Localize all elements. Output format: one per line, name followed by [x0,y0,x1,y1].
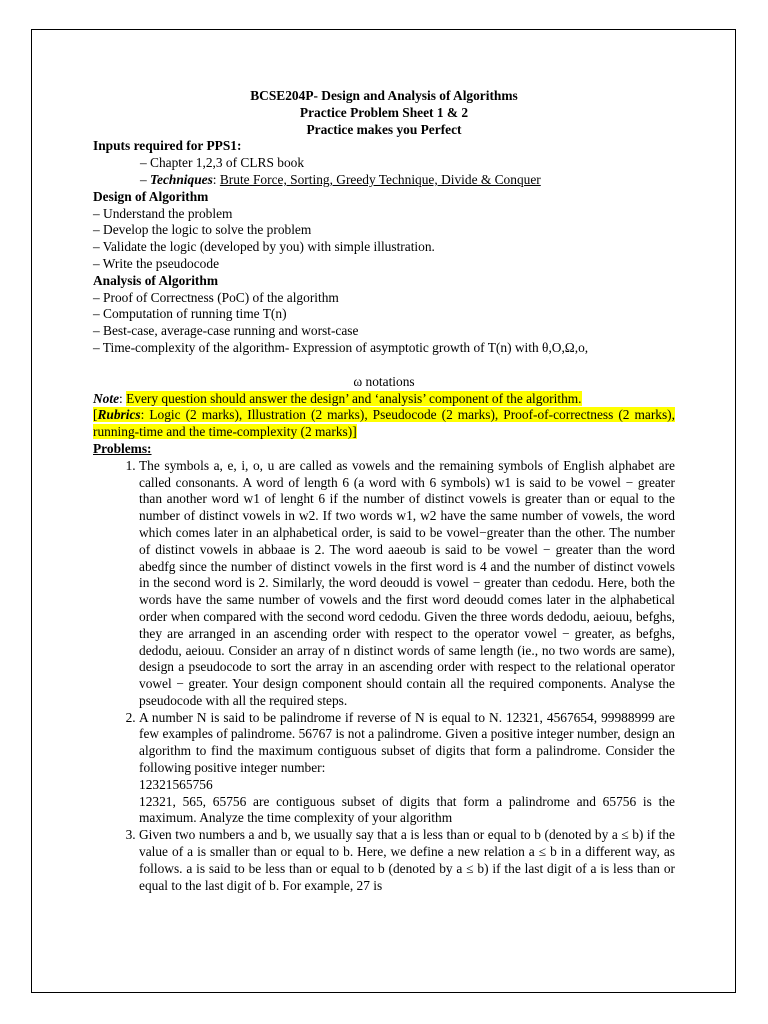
problem-2-after: 12321, 565, 65756 are contiguous subset of digits that form a palindrome and 65756 is the maximum. Analyze the time complexity of your algorithm [139,793,675,826]
inputs-heading: Inputs required for PPS1: [93,138,242,154]
techniques-label: Techniques [150,171,213,187]
problem-item-3 [139,827,675,894]
analysis-item: – Time-complexity of the algorithm- Expression of asymptotic growth of T(n) with θ,O,Ω,o, [93,339,589,355]
note-label: Note [93,390,120,406]
course-title: BCSE204P- Design and Analysis of Algorithms [250,88,518,103]
rubrics-text: : Logic (2 marks), Illustration (2 marks), Pseudocode (2 marks), Proof-of-correctness (2 marks), running-time and the time-complexity (2 marks)] [93,407,675,440]
document-body [93,88,675,894]
techniques-dash: – [140,171,151,187]
problem-item-2 [139,710,675,828]
rubrics-label: Rubrics [97,407,141,423]
inputs-chapter: – Chapter 1,2,3 of CLRS book [140,155,305,171]
design-heading: Design of Algorithm [93,188,209,204]
rubrics-open: [ [93,407,98,423]
analysis-item: – Best-case, average-case running and worst-case [93,323,359,339]
notations-line: ω notations [353,373,415,389]
techniques-colon: : [212,171,220,187]
problem-2-number: 12321565756 [139,776,213,792]
problems-list [93,458,675,895]
design-item: – Understand the problem [93,205,233,221]
problem-3-text: Given two numbers a and b, we usually say that a is less than or equal to b (denoted by a ≤ b) if the value of a is smaller than or equal to b. Here, we define a new relation a ≤ b in a different way, as follows. a is said to be less than or equal to b (denoted by a ≤ b) if the last digit of a is less than or equal to the last digit of b. For example, 27 is [139,827,675,893]
techniques-list: Brute Force, Sorting, Greedy Technique, Divide & Conquer [219,171,541,187]
analysis-item: – Proof of Correctness (PoC) of the algorithm [93,289,339,305]
note-colon: : [119,390,127,406]
problems-heading: Problems: [93,440,152,456]
note-text: Every question should answer the design’ and ‘analysis’ component of the algorithm. [126,390,582,406]
problem-2-text: 2. A number N is said to be palindrome if reverse of N is equal to N. 12321, 4567654, 99988999 are few examples of palindrome. 56767 is not a palindrome. Given a positive integer number, design an algorithm to find the maximum contiguous subset of digits that form a palindrome. Consider the following positive integer number: [139,709,675,776]
sheet-title: Practice Problem Sheet 1 & 2 [299,104,469,120]
design-item: – Develop the logic to solve the problem [93,222,312,238]
motto: Practice makes you Perfect [306,121,462,137]
design-item: – Validate the logic (developed by you) with simple illustration. [93,239,435,255]
problem-item-1 [139,458,675,710]
rubrics-paragraph [93,407,675,441]
analysis-heading: Analysis of Algorithm [93,272,218,288]
inputs-techniques [93,172,675,189]
analysis-item: – Computation of running time T(n) [93,306,287,322]
design-item: – Write the pseudocode [93,255,220,271]
note-line [93,391,675,408]
problem-1-text: The symbols a, e, i, o, u are called as vowels and the remaining symbols of English alphabet are called consonants. A word of length 6 (a word with 6 symbols) w1 is said to be vowel − greater than another word w1 of lenght 6 if the number of distinct vowels is greater than or equal to the number of distinct vowels in w2. If two words w1, w2 have the same number of vowels, the word which comes later in an alphabetical order, is said to be vowel−greater than the other. The number of distinct vowels in abbaae is 2. The word aaeoub is said to be vowel − greater than the word abedfg since the number of distinct vowels in the first word is 4 and the number of distinct vowels in the second word is 2. Similarly, the word deoudd is vowel − greater than cedodu. Here, both the words have the same number of vowels and the first word deoudd comes later in the alphabetical order when compared with the second word cedodu. Given the three words dedodu, aeiouu, befghs, they are arranged in an ascending order with respect to the operator vowel − greater, as befghs, dedodu, aeiouu. Consider an array of n distinct words of same length (ie., no two words are same), design a pseudocode to sort the array in an ascending order with respect to the relational operator vowel − greater. Your design component should contain all the required components. Analyse the pseudocode with all the required steps. [139,457,675,708]
